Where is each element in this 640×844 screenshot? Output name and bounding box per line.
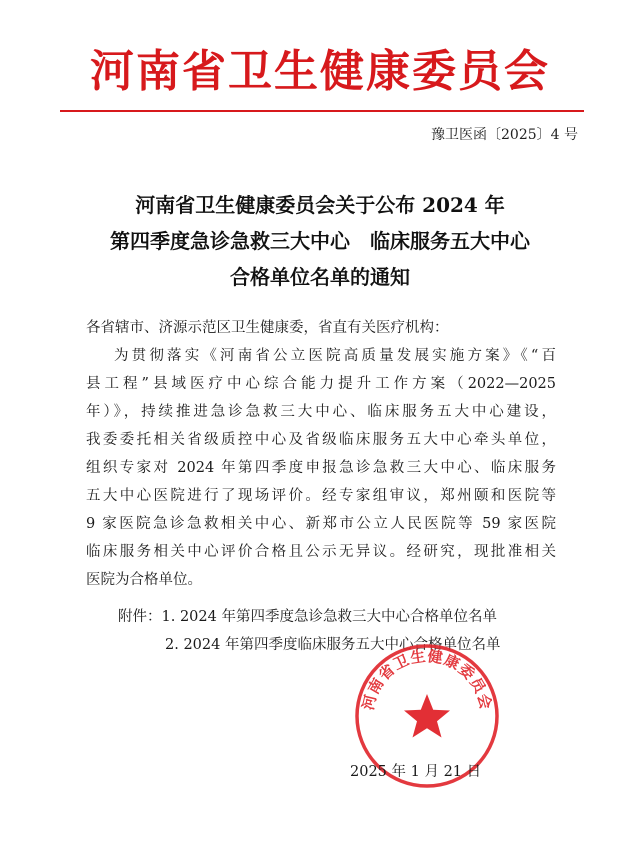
body-paragraph-line: 为贯彻落实《河南省公立医院高质量发展实施方案》《“百	[114, 348, 556, 364]
body-paragraph-line: 医院为合格单位。	[86, 572, 202, 588]
body-paragraph-line: 年）》，持续推进急诊急救三大中心、临床服务五大中心建设，	[86, 404, 556, 420]
attachment-prefix: 附件：	[118, 609, 162, 625]
document-title-line-1: 河南省卫生健康委员会关于公布 2024 年	[135, 193, 505, 217]
document-title-line-3: 合格单位名单的通知	[230, 265, 410, 289]
body-paragraph-line: 我委委托相关省级质控中心及省级临床服务五大中心牵头单位，	[86, 432, 556, 448]
issuer-masthead: 河南省卫生健康委员会	[90, 46, 550, 97]
seal-text: 河南省卫生健康委员会	[358, 646, 496, 712]
body-paragraph-line: 组织专家对 2024 年第四季度申报急诊急救三大中心、临床服务	[86, 460, 556, 476]
document-title-line-2: 第四季度急诊急救三大中心 临床服务五大中心	[110, 229, 530, 253]
addressee-line: 各省辖市、济源示范区卫生健康委，省直有关医疗机构：	[86, 320, 449, 336]
attachment-item-1	[118, 603, 497, 631]
attachment-item-2: 2. 2024 年第四季度临床服务五大中心合格单位名单	[165, 637, 501, 653]
document-number: 豫卫医函〔2025〕4 号	[431, 127, 578, 143]
issue-date: 2025 年 1 月 21 日	[350, 764, 482, 780]
body-paragraph-line: 五大中心医院进行了现场评价。经专家组审议，郑州颐和医院等	[86, 488, 556, 504]
red-divider-line	[60, 110, 584, 112]
attachment-label-1: 1. 2024 年第四季度急诊急救三大中心合格单位名单	[161, 609, 497, 625]
body-paragraph-line: 县工程”县域医疗中心综合能力提升工作方案（2022—2025	[86, 376, 556, 392]
body-paragraph-line: 临床服务相关中心评价合格且公示无异议。经研究，现批准相关	[86, 544, 556, 560]
body-paragraph-line: 9 家医院急诊急救相关中心、新郑市公立人民医院等 59 家医院	[86, 516, 556, 532]
